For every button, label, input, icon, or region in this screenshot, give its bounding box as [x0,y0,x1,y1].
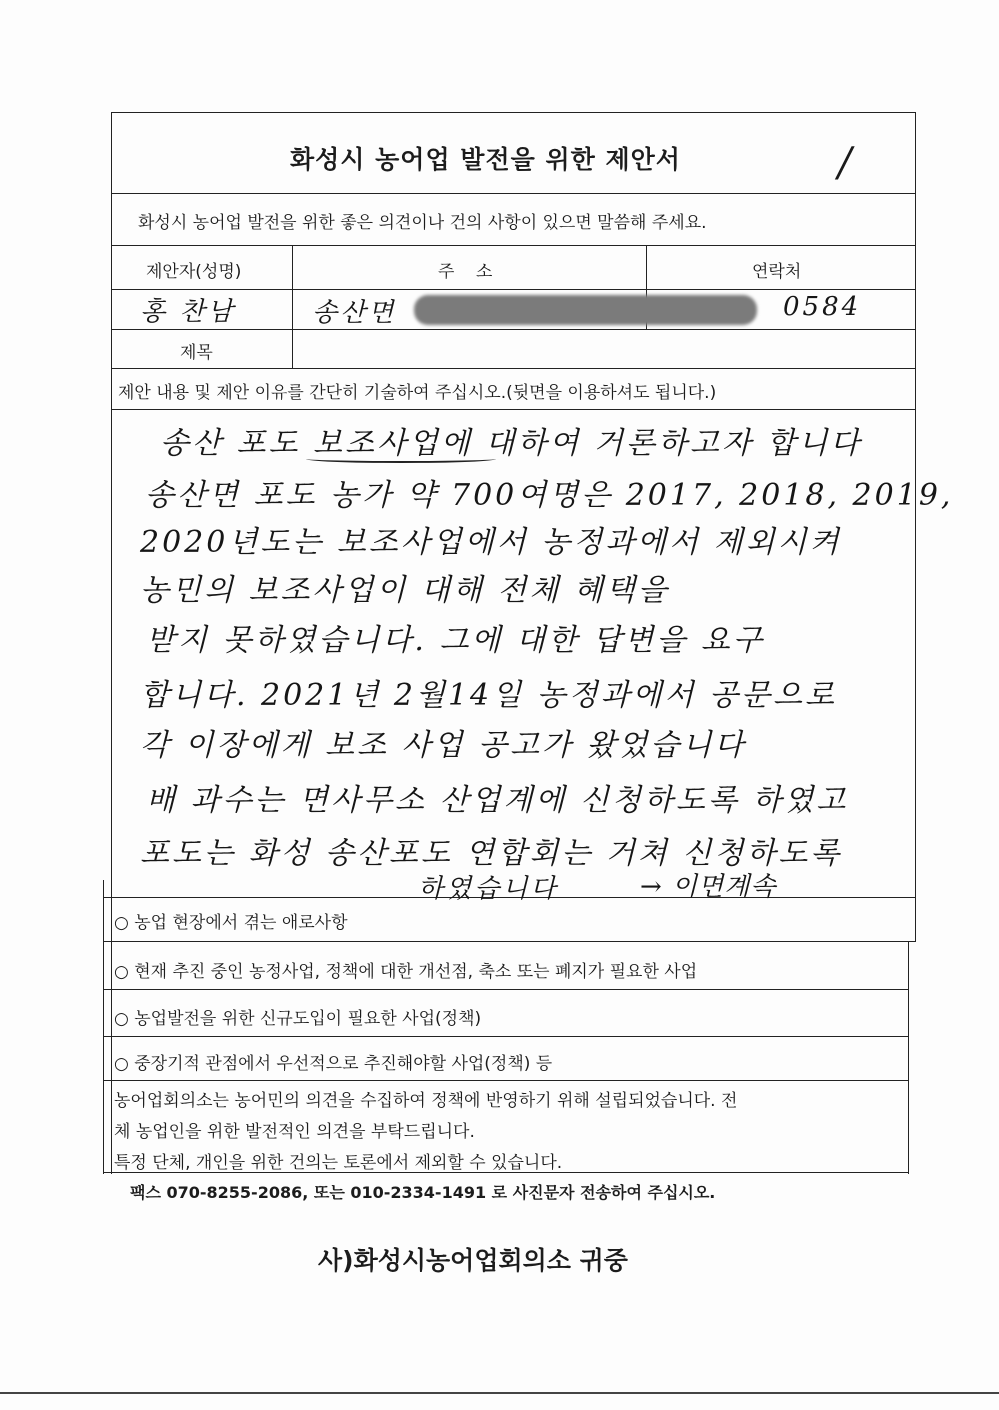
form-title: 화성시 농어업 발전을 위한 제안서 [290,145,681,174]
continuation-note: → 이면계속 [640,872,777,902]
content-line: 각 이장에게 보조 사업 공고가 왔었습니다 [140,728,747,763]
proposer-address: 송산면 [312,298,397,328]
content-instruction: 제안 내용 및 제안 이유를 간단히 기술하여 주십시오.(뒷면을 이용하셔도 됩니다.) [118,383,717,403]
content-line: 받지 못하였습니다. 그에 대한 답변을 요구 [146,623,765,658]
content-line: 배 과수는 면사무소 산업계에 신청하도록 하였고 [146,783,849,818]
content-line: 포도는 화성 송산포도 연합회는 거쳐 신청하도록 [140,836,843,871]
notice-line: 농어업회의소는 농어민의 의견을 수집하여 정책에 반영하기 위해 설립되었습니다. 전 [114,1091,738,1111]
item-new-projects: ○ 농업발전을 위한 신규도입이 필요한 사업(정책) [114,1009,482,1029]
rule-subject-bottom [111,368,916,369]
rule-item2-bottom [104,989,909,990]
content-line: 농민의 보조사업이 대해 전체 혜택을 [140,573,670,608]
content-line: 송산 포도 보조사업에 대하여 거론하고자 합니다 [160,426,863,461]
item-difficulties: ○ 농업 현장에서 겪는 애로사항 [114,913,348,933]
content-line: 합니다. 2021년 2월14일 농정과에서 공문으로 [140,678,837,713]
rule-instruction-bottom [111,409,916,410]
item-priorities: ○ 중장기적 관점에서 우선적으로 추진해야할 사업(정책) 등 [114,1054,553,1074]
rule-item4-bottom [104,1080,909,1081]
notice-line: 체 농업인을 위한 발전적인 의견을 부탁드립니다. [114,1122,475,1142]
content-line: 송산면 포도 농가 약 700여명은 2017, 2018, 2019, [145,478,954,513]
content-line: 2020년도는 보조사업에서 농정과에서 제외시켜 [140,525,842,560]
table-border-left-lower [103,880,104,1174]
intro-text: 화성시 농어업 발전을 위한 좋은 의견이나 건의 사항이 있으면 말씀해 주세요. [138,213,707,233]
header-name: 제안자(성명) [146,262,242,282]
rule-item3-bottom [104,1036,909,1037]
rule-item1-bottom [104,941,916,942]
subject-label: 제목 [180,343,213,363]
item-improvements: ○ 현재 추진 중인 농정사업, 정책에 대한 개선점, 축소 또는 폐지가 필요한 사업 [114,962,698,982]
table-border-left [111,112,112,1174]
rule-top [111,112,916,113]
col-divider-1 [292,245,293,369]
rule-header-bottom [111,289,916,290]
table-border-right [915,112,916,942]
underline-wavy [306,455,496,463]
notice-line: 특정 단체, 개인을 위한 건의는 토론에서 제외할 수 있습니다. [114,1153,563,1173]
footer-recipient: 사)화성시농어업회의소 귀중 [318,1246,628,1275]
rule-intro-bottom [111,245,916,246]
table-border-right-lower [908,942,909,1174]
rule-title-bottom [111,193,916,194]
scan-edge-line [0,1392,999,1394]
content-line: 하였습니다 [418,874,559,904]
header-address: 주 소 [438,262,493,282]
proposer-name: 홍 찬남 [140,297,236,327]
proposer-contact: 0584 [783,292,862,322]
header-contact: 연락처 [752,262,802,282]
redaction-bar [414,295,757,325]
page-mark: / [838,140,852,186]
fax-instruction: 팩스 070-8255-2086, 또는 010-2334-1491 로 사진문자 전송하여 주십시오. [130,1183,716,1202]
rule-proposer-bottom [111,329,916,330]
